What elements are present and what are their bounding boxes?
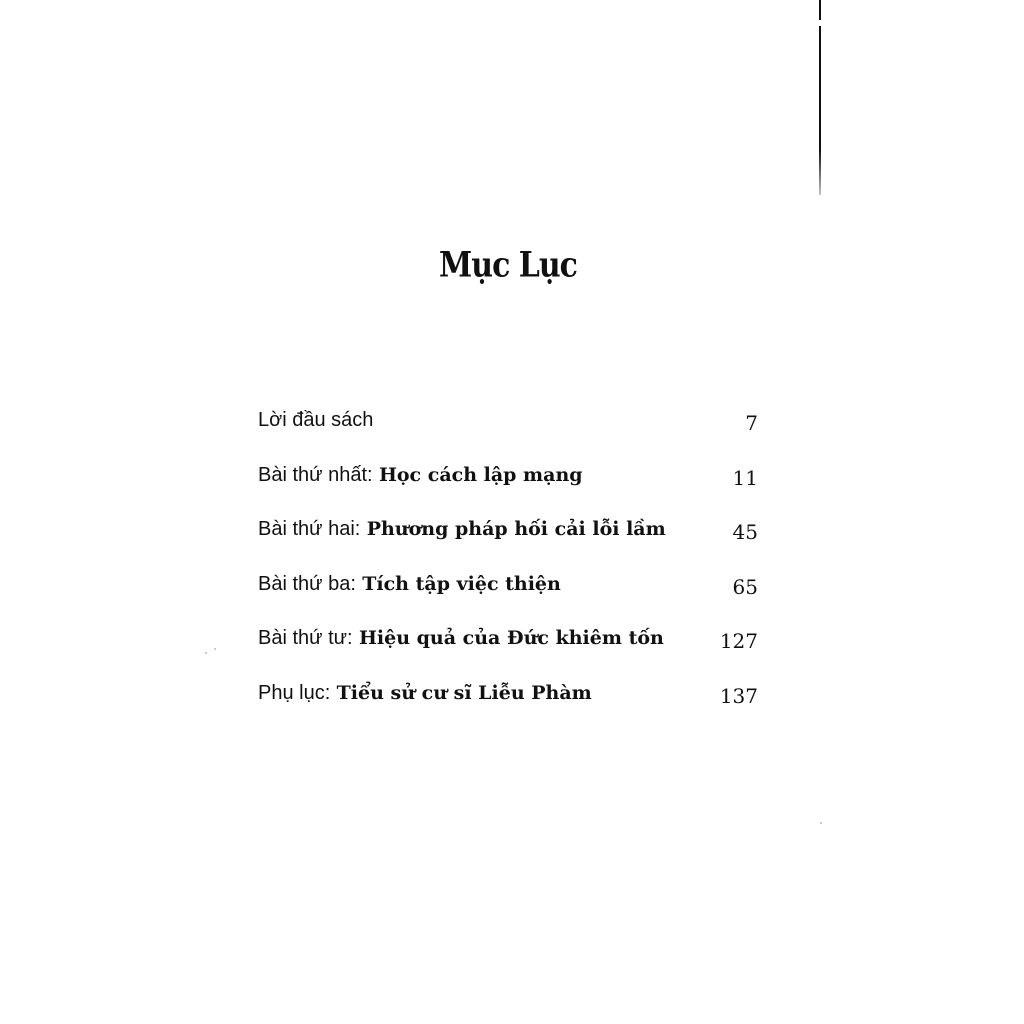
- toc-entry-page-number: 127: [719, 629, 758, 653]
- toc-entry-prefix: Bài thứ hai:: [258, 518, 361, 540]
- toc-entry-page-number: 11: [732, 465, 758, 490]
- toc-entry-chapter-title: Tích tập việc thiện: [362, 572, 561, 595]
- toc-entry-page-number: 7: [745, 411, 758, 435]
- scan-speck: [820, 822, 822, 824]
- binding-edge-line: [819, 0, 821, 195]
- toc-entry-lesson-1: [258, 455, 758, 510]
- toc-entry-chapter-title: Học cách lập mạng: [378, 463, 583, 486]
- toc-entry-label: [258, 514, 666, 543]
- page-title: Mục Lục: [439, 245, 577, 286]
- toc-entry-chapter-title: Phương pháp hối cải lỗi lầm: [366, 518, 666, 540]
- toc-entry-lesson-3: [258, 564, 758, 619]
- toc-entry-chapter-title: Tiểu sử cư sĩ Liễu Phàm: [336, 681, 592, 704]
- toc-entry-appendix: [258, 673, 758, 728]
- toc-entry-chapter-title: Hiệu quả của Đức khiêm tốn: [358, 627, 664, 649]
- toc-entry-prefix: Bài thứ ba:: [258, 572, 356, 595]
- toc-entry-page-number: 137: [719, 683, 758, 708]
- toc-entry-label: [258, 678, 592, 707]
- toc-entry-prefix: Bài thứ nhất:: [258, 463, 373, 486]
- toc-entry-prefix: Lời đầu sách: [258, 409, 374, 431]
- toc-entry-label: [258, 569, 561, 598]
- table-of-contents: [258, 400, 758, 727]
- toc-entry-page-number: 65: [732, 574, 758, 599]
- toc-entry-label: [258, 405, 373, 434]
- scan-speck: [205, 652, 207, 654]
- toc-entry-label: [258, 623, 664, 652]
- toc-entry-label: [258, 460, 583, 489]
- scan-speck: [214, 648, 216, 650]
- toc-entry-lesson-2: [258, 509, 758, 564]
- toc-entry-prefix: Phụ lục:: [258, 681, 331, 704]
- toc-entry-foreword: [258, 400, 758, 455]
- toc-entry-lesson-4: [258, 618, 758, 673]
- toc-entry-prefix: Bài thứ tư:: [258, 627, 353, 649]
- toc-entry-page-number: 45: [732, 520, 758, 544]
